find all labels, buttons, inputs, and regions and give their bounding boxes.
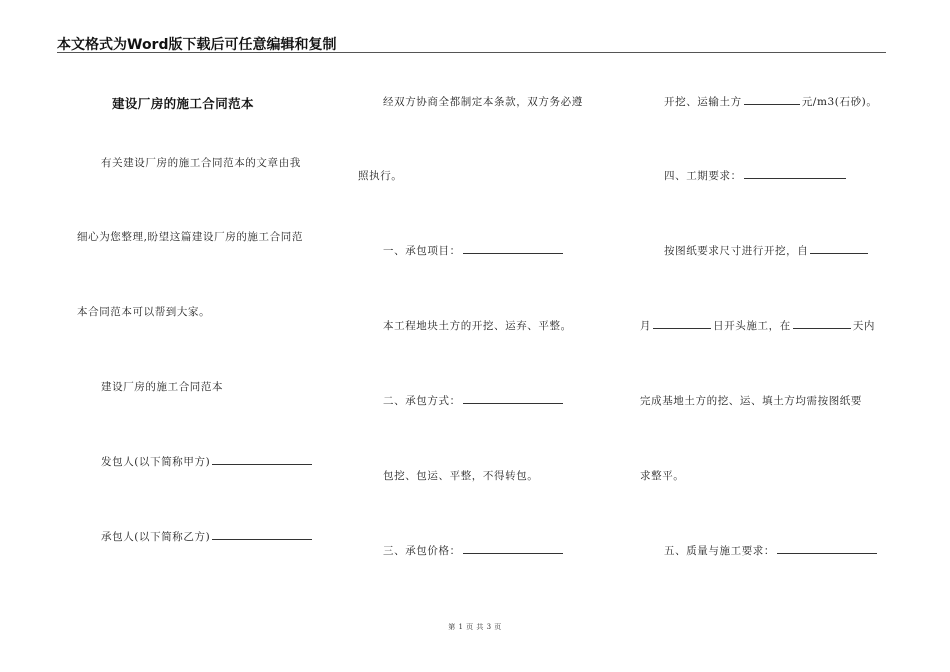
- item-2-line: [383, 393, 565, 408]
- item-3-blank[interactable]: [463, 543, 563, 554]
- party-b-label: 承包人(以下简称乙方): [101, 531, 211, 543]
- contract-subtitle: 建设厂房的施工合同范本: [101, 381, 224, 393]
- item-1-label: 一、承包项目：: [383, 245, 461, 257]
- page-footer: 第 1 页 共 3 页: [448, 623, 502, 631]
- party-b-line: [101, 529, 314, 544]
- start-month-blank[interactable]: [653, 318, 711, 329]
- party-b-blank[interactable]: [212, 529, 312, 540]
- agreement-line-1: 经双方协商全都制定本条款，双方务必遵: [383, 96, 583, 108]
- item-4-line: [664, 168, 848, 183]
- period-text-1: 按图纸要求尺寸进行开挖，自: [664, 245, 809, 257]
- period-text-2: 日开头施工，在: [713, 320, 791, 332]
- intro-line-3: 本合同范本可以帮到大家。: [77, 306, 211, 318]
- item-1-blank[interactable]: [463, 243, 563, 254]
- party-a-blank[interactable]: [212, 454, 312, 465]
- period-line-4: 求整平。: [640, 470, 685, 482]
- price-label: 开挖、运输土方: [664, 96, 742, 108]
- page-header: [57, 34, 886, 53]
- price-line: [664, 94, 877, 109]
- intro-line-2: 细心为您整理,盼望这篇建设厂房的施工合同范: [77, 231, 303, 243]
- price-blank[interactable]: [744, 94, 800, 105]
- intro-line-1: 有关建设厂房的施工合同范本的文章由我: [101, 157, 301, 169]
- item-4-label: 四、工期要求：: [664, 170, 742, 182]
- document-title: 建设厂房的施工合同范本: [112, 96, 254, 111]
- item-2-blank[interactable]: [463, 393, 563, 404]
- period-line-3: 完成基地土方的挖、运、填土方均需按图纸要: [640, 395, 862, 407]
- item-2-desc: 包挖、包运、平整，不得转包。: [383, 470, 539, 482]
- item-5-label: 五、质量与施工要求：: [664, 545, 775, 557]
- item-5-line: [664, 543, 879, 558]
- period-line-2: [640, 318, 875, 333]
- item-4-blank[interactable]: [744, 168, 846, 179]
- item-1-desc: 本工程地块土方的开挖、运弃、平整。: [383, 320, 572, 332]
- period-days: 天内: [852, 320, 876, 332]
- party-a-line: [101, 454, 314, 469]
- item-5-blank[interactable]: [777, 543, 877, 554]
- party-a-label: 发包人(以下简称甲方): [101, 456, 211, 468]
- period-line-1: [664, 243, 870, 258]
- item-1-line: [383, 243, 565, 258]
- header-title: 本文格式为Word版下载后可任意编辑和复制: [57, 37, 337, 53]
- days-blank[interactable]: [793, 318, 851, 329]
- period-month: 月: [640, 320, 652, 332]
- item-3-label: 三、承包价格：: [383, 545, 461, 557]
- start-year-blank[interactable]: [810, 243, 868, 254]
- item-2-label: 二、承包方式：: [383, 395, 461, 407]
- agreement-line-2: 照执行。: [358, 170, 403, 182]
- price-unit: 元/m3(石砂)。: [801, 96, 878, 108]
- item-3-line: [383, 543, 565, 558]
